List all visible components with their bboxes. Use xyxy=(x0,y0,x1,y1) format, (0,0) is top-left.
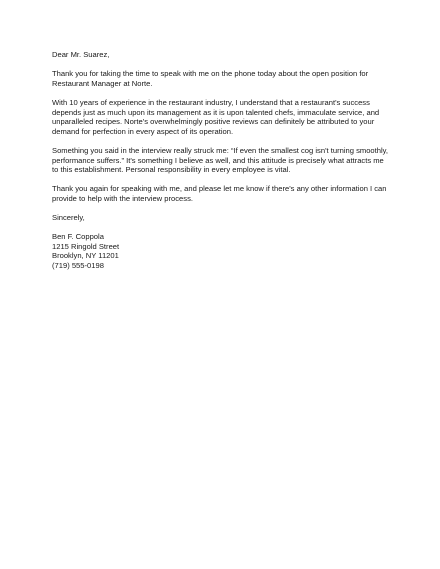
sender-name: Ben F. Coppola xyxy=(52,232,104,242)
sender-street: 1215 Ringold Street xyxy=(52,241,120,251)
closing: Sincerely, xyxy=(52,213,85,223)
salutation: Dear Mr. Suarez, xyxy=(52,50,110,59)
paragraph-thanks: Thank you again for speaking with me, and please let me know if there's any other information I can provide to help with the interview process. xyxy=(52,184,387,203)
paragraph-experience: With 10 years of experience in the restaurant industry, I understand that a restaurant's success depends just as much upon its management as it is upon talented chefs, immaculate service, and unparalleled recipes. Norte's overwhelmingly positive reviews can definitely be attributed to your demand for perfection in every aspect of its operation. xyxy=(52,97,380,136)
paragraph-intro: Thank you for taking the time to speak with me on the phone today about the open position for Restaurant Manager at Norte. xyxy=(52,69,369,88)
sender-phone: (719) 555-0198 xyxy=(52,261,104,271)
signature-block xyxy=(52,232,392,270)
sender-city: Brooklyn, NY 11201 xyxy=(52,251,119,261)
paragraph-interview: Something you said in the interview really struck me: “If even the smallest cog isn't turning smoothly, performance suffers.” It's something I believe as well, and this attitude is precisely what attracts me to this establishment. Personal responsibility in every employee is vital. xyxy=(52,145,389,175)
cover-letter xyxy=(52,50,392,271)
